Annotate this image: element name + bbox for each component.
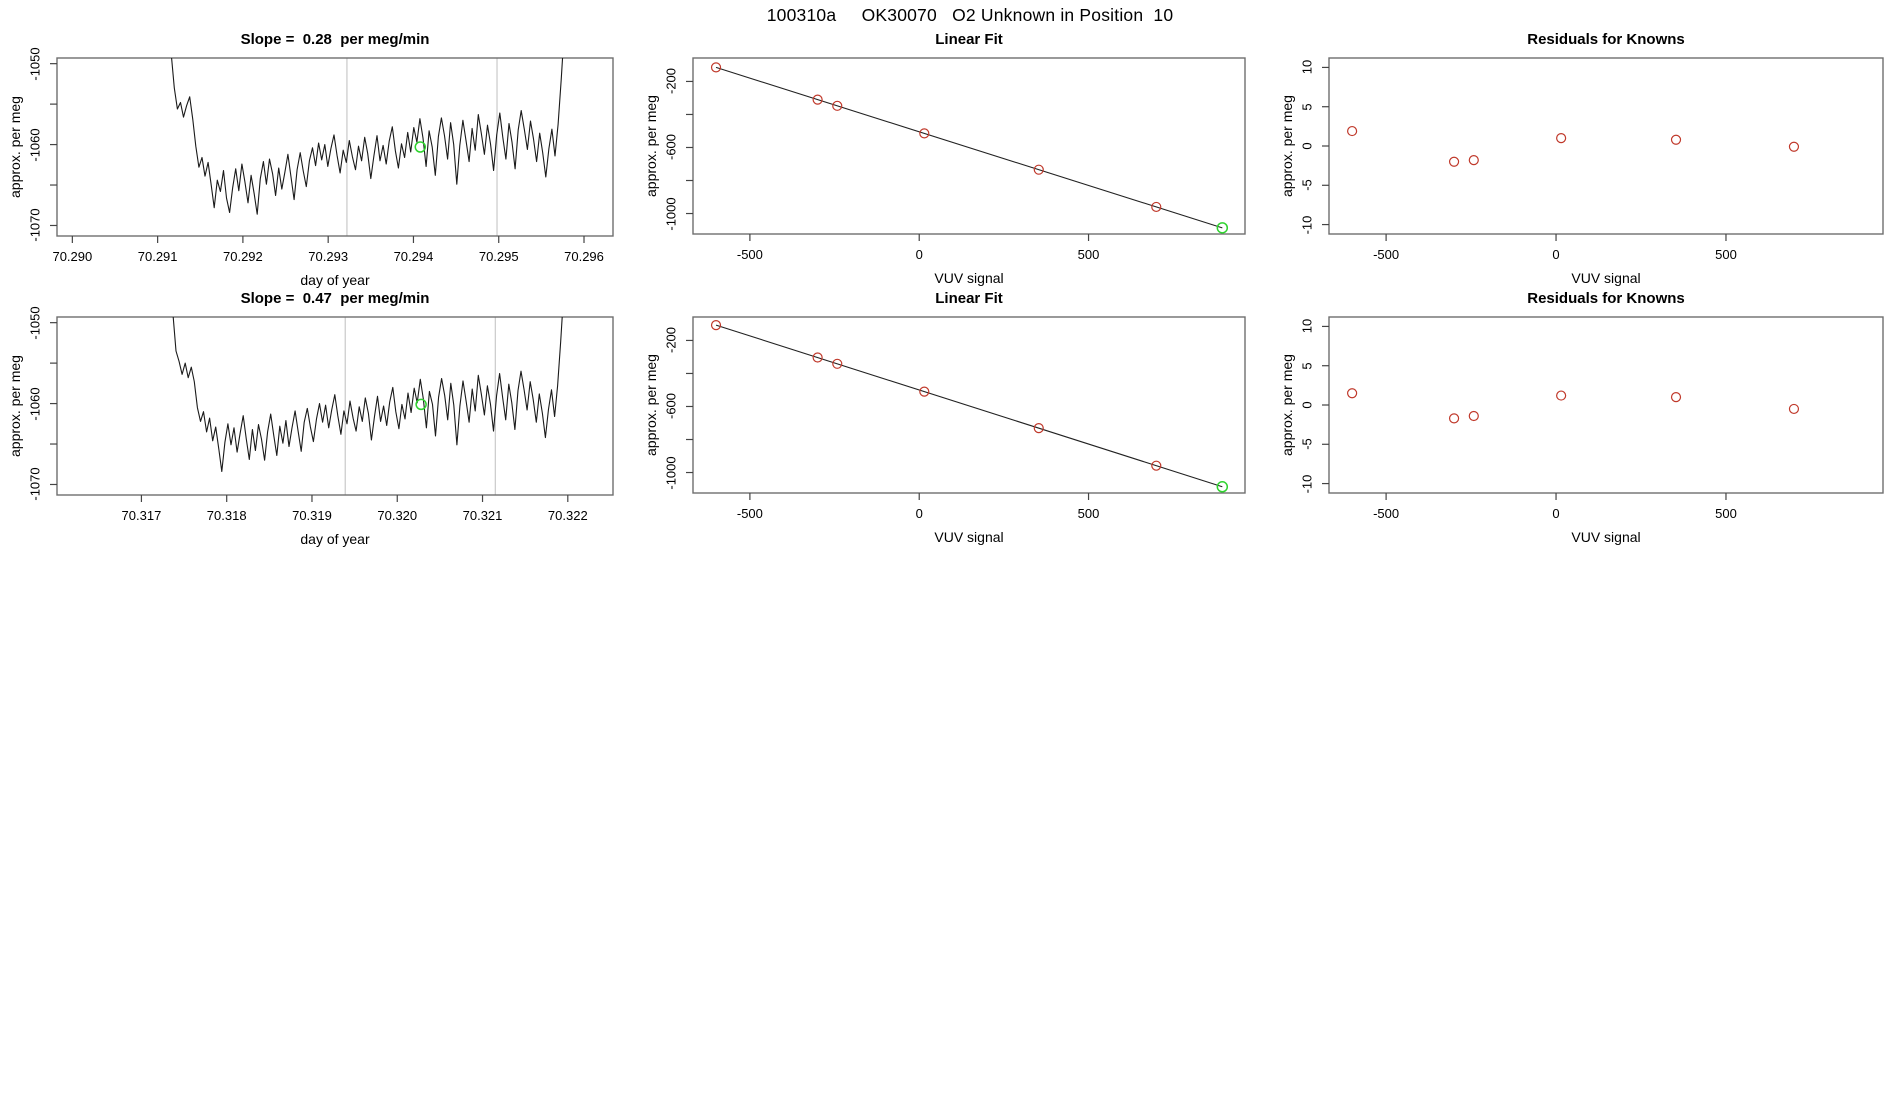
residual-point-marker <box>1469 156 1478 165</box>
y-tick-label: 10 <box>1299 319 1315 334</box>
x-tick-label: 70.317 <box>121 508 162 523</box>
plot-title: Slope = 0.28 per meg/min <box>240 31 430 48</box>
x-axis-label: VUV signal <box>934 529 1004 545</box>
x-tick-label: 500 <box>1077 506 1100 521</box>
unknown-sample-marker <box>416 399 426 409</box>
residual-point-marker <box>1348 389 1357 398</box>
x-tick-label: 500 <box>1715 506 1737 521</box>
x-axis-label: day of year <box>300 531 370 547</box>
x-tick-label: -500 <box>736 247 763 262</box>
y-tick-label: 10 <box>1299 60 1315 75</box>
x-tick-label: 0 <box>915 506 923 521</box>
residual-point-marker <box>1348 127 1357 136</box>
x-tick-label: 70.294 <box>393 249 434 264</box>
x-tick-label: 0 <box>915 247 923 262</box>
residual-point-marker <box>1557 391 1566 400</box>
x-tick-label: 70.320 <box>377 508 418 523</box>
axes-frame <box>693 317 1245 493</box>
x-tick-label: 70.291 <box>137 249 178 264</box>
y-tick-label: 0 <box>1299 142 1315 150</box>
plot-title: Linear Fit <box>935 290 1003 307</box>
y-axis-label: approx. per meg <box>1279 95 1295 197</box>
y-axis-label: approx. per meg <box>1279 354 1295 456</box>
y-tick-label: -600 <box>663 393 679 420</box>
x-tick-label: 70.322 <box>547 508 588 523</box>
y-tick-label: -1070 <box>27 208 43 243</box>
x-tick-label: 500 <box>1077 247 1100 262</box>
y-tick-label: -1050 <box>27 47 43 81</box>
plot-title: Residuals for Knowns <box>1527 290 1685 307</box>
plot-title: Linear Fit <box>935 31 1003 48</box>
y-tick-label: 0 <box>1299 401 1315 409</box>
plot-title: Residuals for Knowns <box>1527 31 1685 48</box>
y-axis-label: approx. per meg <box>643 95 659 197</box>
x-tick-label: 70.293 <box>308 249 349 264</box>
y-tick-label: -5 <box>1299 179 1315 192</box>
axes-frame <box>57 317 613 495</box>
axes-frame <box>693 58 1245 234</box>
x-tick-label: 70.318 <box>206 508 247 523</box>
x-tick-label: 70.290 <box>52 249 93 264</box>
x-axis-label: VUV signal <box>1571 270 1641 286</box>
residual-point-marker <box>1789 142 1798 151</box>
x-axis-label: VUV signal <box>1571 529 1641 545</box>
residual-point-marker <box>1450 414 1459 423</box>
x-axis-label: VUV signal <box>934 270 1004 286</box>
y-tick-label: 5 <box>1299 362 1315 370</box>
x-axis-label: day of year <box>300 272 370 288</box>
y-tick-label: 5 <box>1299 103 1315 111</box>
regression-line <box>716 325 1222 487</box>
axes-frame <box>1329 317 1883 493</box>
x-tick-label: -500 <box>1373 506 1400 521</box>
residual-point-marker <box>1469 412 1478 421</box>
residual-point-marker <box>1450 157 1459 166</box>
axes-frame <box>57 58 613 236</box>
y-tick-label: -10 <box>1299 474 1315 493</box>
residual-point-marker <box>1557 134 1566 143</box>
y-axis-label: approx. per meg <box>7 96 23 198</box>
x-tick-label: -500 <box>736 506 763 521</box>
y-tick-label: -200 <box>663 327 679 354</box>
y-tick-label: -5 <box>1299 438 1315 451</box>
x-tick-label: 500 <box>1715 247 1737 262</box>
y-tick-label: -200 <box>663 68 679 95</box>
y-tick-label: -1000 <box>663 455 679 490</box>
y-axis-label: approx. per meg <box>7 355 23 457</box>
x-tick-label: 70.321 <box>462 508 503 523</box>
y-tick-label: -1050 <box>27 306 43 340</box>
axes-frame <box>1329 58 1883 234</box>
y-tick-label: -1060 <box>27 127 43 162</box>
x-tick-label: 0 <box>1552 506 1560 521</box>
y-tick-label: -600 <box>663 134 679 161</box>
y-tick-label: -1060 <box>27 386 43 421</box>
residual-point-marker <box>1672 135 1681 144</box>
x-tick-label: 70.295 <box>478 249 519 264</box>
residual-point-marker <box>1672 393 1681 402</box>
y-axis-label: approx. per meg <box>643 354 659 456</box>
y-tick-label: -1000 <box>663 196 679 231</box>
x-tick-label: 70.292 <box>223 249 263 264</box>
y-tick-label: -1070 <box>27 467 43 502</box>
regression-line <box>716 67 1222 227</box>
x-tick-label: -500 <box>1373 247 1400 262</box>
x-tick-label: 70.296 <box>564 249 604 264</box>
residual-point-marker <box>1789 404 1798 413</box>
page-title: 100310a OK30070 O2 Unknown in Position 10 <box>766 5 1174 25</box>
x-tick-label: 70.319 <box>292 508 332 523</box>
y-tick-label: -10 <box>1299 215 1315 234</box>
x-tick-label: 0 <box>1552 247 1560 262</box>
plot-title: Slope = 0.47 per meg/min <box>240 290 430 307</box>
signal-trace <box>173 243 567 471</box>
